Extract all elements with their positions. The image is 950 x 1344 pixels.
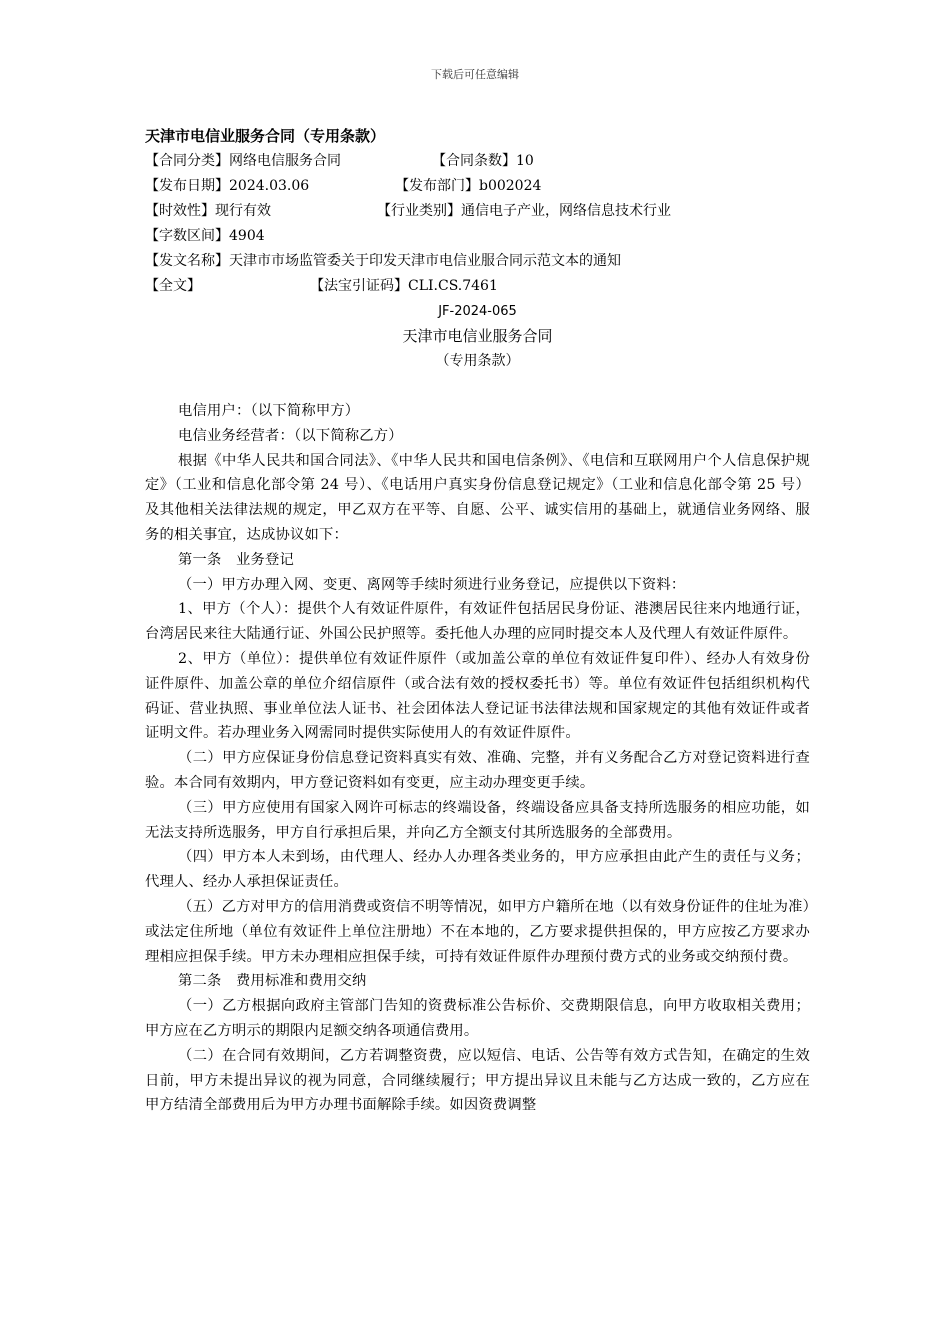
meta-value: 2024.03.06: [229, 178, 310, 194]
meta-value: 10: [516, 153, 534, 169]
meta-col2: [432, 149, 534, 174]
paragraph: 电信用户：（以下简称甲方）: [178, 403, 360, 419]
meta-value: 现行有效: [215, 203, 271, 219]
paragraph: （四）甲方本人未到场，由代理人、经办人办理各类业务的，甲方应承担由此产生的责任与义务；代理人、经办人承担保证责任。: [145, 849, 810, 891]
article-heading: 第一条 业务登记: [178, 551, 294, 568]
meta-row-category: [145, 149, 810, 174]
paragraph: （二）甲方应保证身份信息登记资料真实有效、准确、完整，并有义务配合乙方对登记资料进行查验。本合同有效期内，甲方登记资料如有变更，应主动办理变更手续。: [145, 750, 810, 791]
meta-key: 【发布日期】: [145, 178, 229, 194]
document-page: [145, 124, 810, 1118]
paragraph: （五）乙方对甲方的信用消费或资信不明等情况，如甲方户籍所在地（以有效身份证件的住址为准）或法定住所地（单位有效证件上单位注册地）不在本地的，乙方要求提供担保的，甲方应按乙方要求办理相应担保手续。甲方未办理相应担保手续，可持有效证件原件办理预付费方式的业务或交纳预付费。: [145, 898, 810, 965]
meta-key: 【发文名称】: [145, 253, 229, 269]
paragraph: （三）甲方应使用有国家入网许可标志的终端设备，终端设备应具备支持所选服务的相应功能，如无法支持所选服务，甲方自行承担后果，并向乙方全额支付其所选服务的全部费用。: [145, 799, 810, 841]
contract-body: [145, 399, 810, 1118]
document-title: 天津市电信业服务合同（专用条款）: [145, 127, 386, 145]
meta-value: CLI.CS.7461: [408, 278, 498, 294]
meta-row-date: [145, 174, 810, 199]
contract-title: 天津市电信业服务合同: [402, 327, 553, 345]
paragraph: 1、甲方（个人）：提供个人有效证件原件，有效证件包括居民身份证、港澳居民往来内地通行证，台湾居民来往大陆通行证、外国公民护照等。委托他人办理的应同时提交本人及代理人有效证件原件。: [145, 601, 810, 643]
meta-key: 【时效性】: [145, 203, 215, 219]
meta-key: 【行业类别】: [377, 203, 461, 219]
meta-row-wordcount: [145, 224, 810, 249]
meta-key: 【字数区间】: [145, 228, 229, 244]
paragraph: （一）甲方办理入网、变更、离网等手续时须进行业务登记，应提供以下资料：: [178, 576, 686, 593]
meta-value: 4904: [229, 228, 265, 244]
meta-key: 【合同分类】: [145, 153, 229, 169]
meta-col2: [310, 274, 498, 299]
meta-key: 【法宝引证码】: [310, 278, 408, 294]
contract-subtitle: （专用条款）: [435, 353, 520, 369]
meta-row-validity: [145, 199, 810, 224]
meta-value: 天津市市场监管委关于印发天津市电信业服合同示范文本的通知: [229, 253, 621, 269]
meta-row-fulltext: [145, 274, 810, 299]
paragraph: （一）乙方根据向政府主管部门告知的资费标准公告标价、交费期限信息，向甲方收取相关费用；甲方应在乙方明示的期限内足额交纳各项通信费用。: [145, 998, 810, 1039]
meta-key: 【全文】: [145, 278, 201, 294]
meta-value: 网络电信服务合同: [229, 153, 341, 169]
paragraph: （二）在合同有效期间，乙方若调整资费，应以短信、电话、公告等有效方式告知，在确定的生效日前，甲方未提出异议的视为同意，合同继续履行；甲方提出异议且未能与乙方达成一致的，乙方应在甲方结清全部费用后为甲方办理书面解除手续。如因资费调整: [145, 1047, 810, 1114]
meta-value: b002024: [479, 178, 542, 194]
meta-row-issuance: [145, 249, 810, 274]
paragraph: 2、甲方（单位）：提供单位有效证件原件（或加盖公章的单位有效证件复印件）、经办人有效身份证件原件、加盖公章的单位介绍信原件（或合法有效的授权委托书）等。单位有效证件包括组织机构代码证、营业执照、事业单位法人证书、社会团体法人登记证书法律法规和国家规定的其他有效证件或者证明文件。若办理业务入网需同时提供实际使用人的有效证件原件。: [145, 650, 810, 742]
meta-key: 【发布部门】: [395, 178, 479, 194]
article-heading: 第二条 费用标准和费用交纳: [178, 973, 367, 990]
meta-value: 通信电子产业，网络信息技术行业: [461, 203, 671, 219]
paragraph: 电信业务经营者：（以下简称乙方）: [178, 427, 403, 444]
header-note: 下载后可任意编辑: [431, 68, 519, 81]
paragraph: 根据《中华人民共和国合同法》、《中华人民共和国电信条例》、《电信和互联网用户个人信息保护规定》（工业和信息化部令第 24 号）、《电话用户真实身份信息登记规定》（工业和信息化部令第 25 号）及其他相关法律法规的规定，甲乙双方在平等、自愿、公平、诚实信用的基础上，就通信业务网络、服务的相关事宜，达成协议如下：: [145, 452, 810, 543]
meta-col2: [377, 199, 671, 224]
meta-col2: [395, 174, 541, 199]
contract-code: JF-2024-065: [438, 304, 517, 319]
meta-key: 【合同条数】: [432, 153, 516, 169]
